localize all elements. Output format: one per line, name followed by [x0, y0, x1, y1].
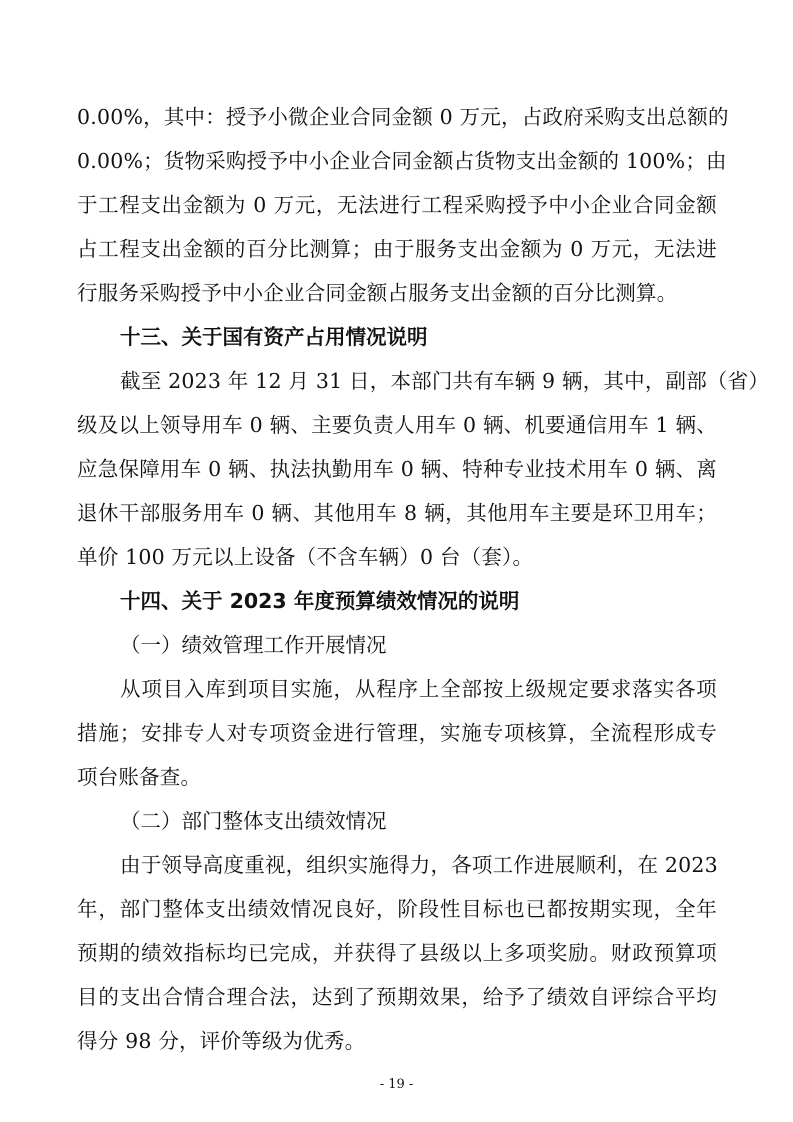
subsection-heading-1: （一）绩效管理工作开展情况: [120, 633, 387, 657]
paragraph-line: 从项目入库到项目实施，从程序上全部按上级规定要求落实各项: [120, 677, 717, 701]
paragraph-line: 年，部门整体支出绩效情况良好，阶段性目标也已都按期实现，全年: [77, 897, 717, 921]
paragraph-line: 项台账备查。: [77, 765, 202, 789]
paragraph-line: 目的支出合情合理合法，达到了预期效果，给予了绩效自评综合平均: [77, 985, 717, 1009]
paragraph-line: 由于领导高度重视，组织实施得力，各项工作进展顺利，在 2023: [120, 853, 718, 877]
paragraph-line: 于工程支出金额为 0 万元，无法进行工程采购授予中小企业合同金额: [77, 193, 717, 217]
paragraph-line: 占工程支出金额的百分比测算；由于服务支出金额为 0 万元，无法进: [77, 237, 717, 261]
section-heading-13: 十三、关于国有资产占用情况说明: [120, 325, 428, 349]
paragraph-line: 预期的绩效指标均已完成，并获得了县级以上多项奖励。财政预算项: [77, 941, 717, 965]
subsection-heading-2: （二）部门整体支出绩效情况: [120, 809, 387, 833]
paragraph-line: 应急保障用车 0 辆、执法执勤用车 0 辆、特种专业技术用车 0 辆、离: [77, 457, 717, 481]
paragraph-line: 单价 100 万元以上设备（不含车辆）0 台（套）。: [77, 545, 534, 569]
paragraph-line: 退休干部服务用车 0 辆、其他用车 8 辆，其他用车主要是环卫用车；: [77, 501, 717, 525]
paragraph-line: 措施；安排专人对专项资金进行管理，实施专项核算，全流程形成专: [77, 721, 717, 745]
paragraph-line: 0.00%；货物采购授予中小企业合同金额占货物支出金额的 100%；由: [77, 149, 727, 173]
paragraph-line: 0.00%，其中：授予小微企业合同金额 0 万元，占政府采购支出总额的: [77, 105, 729, 129]
paragraph-line: 级及以上领导用车 0 辆、主要负责人用车 0 辆、机要通信用车 1 辆、: [77, 413, 717, 437]
page-number: - 19 -: [379, 1077, 414, 1092]
paragraph-line: 得分 98 分，评价等级为优秀。: [77, 1029, 366, 1053]
section-heading-14: 十四、关于 2023 年度预算绩效情况的说明: [120, 589, 520, 613]
paragraph-line: 行服务采购授予中小企业合同金额占服务支出金额的百分比测算。: [77, 281, 678, 305]
paragraph-line: 截至 2023 年 12 月 31 日，本部门共有车辆 9 辆，其中，副部（省）: [120, 369, 770, 393]
